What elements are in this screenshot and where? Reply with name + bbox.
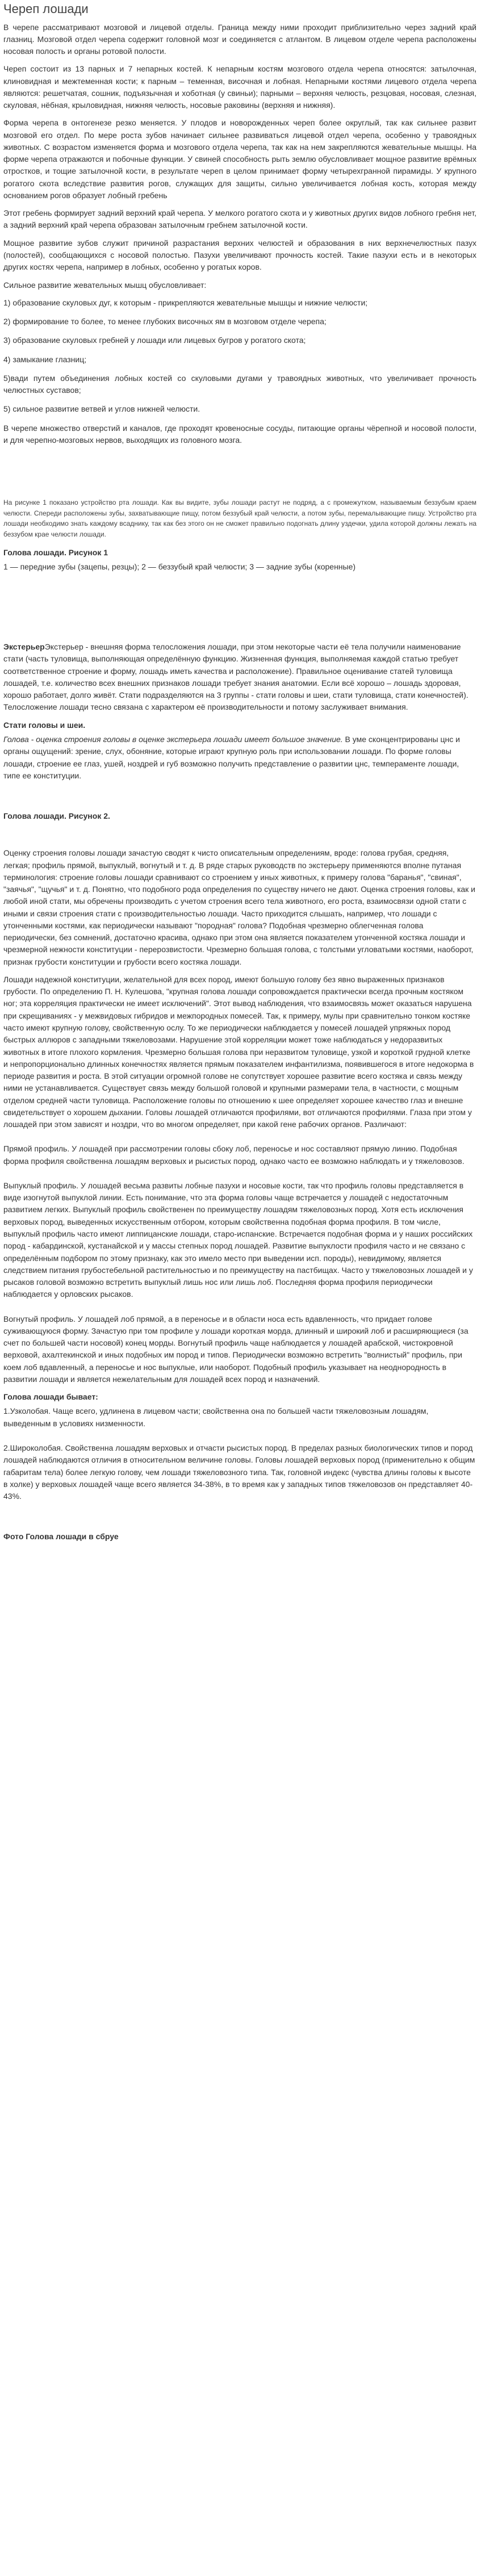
list-item: 2) формирование то более, то менее глубоких височных ям в мозговом отделе черепа;: [3, 317, 327, 326]
stati-heading: Стати головы и шеи.: [3, 720, 86, 730]
exterior-term: Экстерьер: [3, 642, 45, 652]
list-item: 5) сильное развитие ветвей и углов нижней челюсти.: [3, 404, 200, 414]
figure2-paragraph: Лошади надежной конституции, желательной для всех пород, имеют большую голову без явно выраженных признаков грубости. По определению П. Н. Кулешова, "крупная голова лошади сопровождается практически всегда прочным костяком ног; эта корреляция практически не имеет исключений". Этот вывод наблюдения, что взаимосвязь может оказаться нарушена при скрещиваниях - у межвидовых гибридов и межпородных помесей. Так, к примеру, мулы при сравнительно тонком костяке часто имеют крупную голову, свойственную ослу. То же периодически наблюдается у помесей лошадей упряжных пород быстрых аллюров с западными тяжеловозами. Нарушение этой корреляции может тоже наблюдаться у недоразвитых животных в итоге плохого кормления. Чрезмерно большая голова при неразвитом туловище, узкой и короткой грудной клетке и непропорционально длинных конечностях является прямым показателем инфантилизма, появившегося в итоге недокорма в периоде развития и роста. В этой ситуации огромной голове не сопутствует хорошее развитие всего костяка и связь между ними не устанавливается. Существует связь между большой головой и крупными размерами тела, в частности, с мощным отделом средней части туловища. Расположение головы по отношению к шее определяет хорошее качество глаз и внешне свидетельствует о хорошем дыхании. Головы лошадей отличаются профилями, вот отличаются профилями. Глаза при этом у лошадей при этом зависят и ноздри, что во многом определяет, при какой гене рабочих органов. Различают:: [3, 974, 474, 1129]
list-item: 4) замыкание глазниц;: [3, 354, 87, 364]
head-type-wide: 2.Широколобая. Свойственна лошадям верховых и отчасти рысистых пород. В пределах разных биологических типов и пород лошадей наблюдаются отличия в относительном величине головы. Головы лошадей верховых пород (применительно к общим габаритам тела) более легкую голову, чем лошади тяжеловозного типа. Так, головной индекс (чувства длины головы к высоте в холке) у верховых лошадей чаще всего является 34-38%, в то время как у западных типов тяжеловозов он представляет 40-43%.: [3, 1443, 475, 1501]
list-item: 1) образование скуловых дуг, к которым - прикрепляются жевательные мышцы и нижние челюсти;: [3, 298, 368, 307]
figure2-paragraph: Оценку строения головы лошади зачастую сводят к чисто описательным определениям, вроде: голова грубая, средняя, легкая; профиль прямой, выпуклый, вогнутый и т. д. В ряде старых руководств по экстерьеру применяются вполне путаная терминология: строение головы лошади сравнивают со строением у иных животных, к примеру голова "баранья", "свиная", "заячья", "щучья" и т. д. Понятно, что подобного рода определения по существу ничего не дают. Оценка строения головы, как и любой иной стати, мы обречены производить с учетом строения всего тела животного, его роста, взаимосвязи одной стати с иными и связи строения стати с производительностью лошади. Часто приходится слышать, например, что лошади с утонченными костями, как периодически называют "породная" голова? Подобная чрезмерно облегченная голова периодически, без сомнений, достаточно красива, однако при этом она является показателем утонченной костяка лошади и чрезмерной нежности конституции - перерозвистости. Чрезмерно большая голова, с толстыми угловатыми костями, наоборот, признак грубости конституции и грубости всего костяка лошади.: [3, 848, 476, 966]
head-italic: Голова - оценка строения головы в оценке экстерьера лошади имеет большое значение.: [3, 734, 343, 744]
intro-paragraph: Череп состоит из 13 парных и 7 непарных костей. К непарным костям мозгового отдела черепа относятся: затылочная, клиновидная и межтеменная кости; к парным – теменная, височная и лобная. Непарными костями лицевого отдела черепа являются: решетчатая, сошник, подъязычная и хоботная (у свиньи); парными – верхняя челюсть, резцовая, носовая, слезная, скуловая, нёбная, крыловидная, нижняя челюсть, носовые раковины (верхняя и нижняя).: [3, 64, 476, 110]
profile-convex: Выпуклый профиль. У лошадей весьма развиты лобные пазухи и носовые кости, так что профиль головы представляется в виде изогнутой выпуклой линии. Есть понимание, что эта форма головы чаще встречается у лошадей с недостаточным развитием легких. Выпуклый профиль свойственен по преимуществу лошадям тяжеловозных пород. Хотя есть исключения верховых пород, выведенных искусственным отбором, которым свойственна подобная форма профиля. В том числе, выпуклый профиль часто имеют липпицанские лошади, старо-испанские. Встречается подобная форма и у наших российских пород - кабардинской, кустанайской и у массы степных пород лошадей. Развитие выпуклости профиля часто и не связано с определённым подбором по этому признаку, как это имело место при выведении исп. породы), невидимому, является следствием питания грубостебельной растительностью и по преимуществу на пастбищах. Часто у тяжеловозных лошадей и у рысаков головой возможно встретить выпуклый лишь нос или лишь лоб. Последняя форма профиля периодически наблюдается у орловских рысаков.: [3, 1180, 473, 1299]
profile-concave: Вогнутый профиль. У лошадей лоб прямой, а в переносье и в области носа есть вдавленность, что придает голове суживающуюся форму. Зачастую при том профиле у лошади короткая морда, длинный и широкий лоб и расширяющиеся (за счет по большей части носовой) конец морды. Вогнутый профиль чаще наблюдается у лошадей арабской, чистокровной верховой, ахалтекинской и иных подобных им пород и типов. Периодически возможно встретить "волнистый" профиль, при коем лоб вдавленный, а переносье и нос выпуклые, или наоборот. Подобный профиль указывает на неоднородность в развитии лошади и является нежелательным для лошадей всех пород и назначений.: [3, 1314, 469, 1384]
profile-straight: Прямой профиль. У лошадей при рассмотрении головы сбоку лоб, переносье и нос составляют прямую линию. Подобная форма профиля свойственна лошадям верховых и рысистых пород, однако часто ее возможно наблюдать и у тяжеловозов.: [3, 1144, 465, 1166]
figure1-legend: 1 — передние зубы (зацепы, резцы); 2 — беззубый край челюсти; 3 — задние зубы (коренные): [3, 562, 356, 571]
exterior-paragraph: [3, 641, 476, 714]
intro-paragraph: В черепе множество отверстий и каналов, где проходят кровеносные сосуды, питающие органы чёрепной и носовой полости, и для черепно-мозговых нервов, выходящих из головного мозга.: [3, 423, 476, 445]
figure1-heading: Голова лошади. Рисунок 1: [3, 547, 108, 557]
photo-heading: Фото Голова лошади в сбруе: [3, 1532, 119, 1542]
intro-paragraph: Форма черепа в онтогенезе резко меняется. У плодов и новорожденных череп более округлый, так как сильнее развит мозговой его отдел. По мере роста зубов начинает сильнее развиваться лицевой отдел черепа, особенно у травоядных животных. С возрастом изменяется форма и мозгового отдела черепа, так как на нем закрепляются жевательные мышцы. На форме черепа отражаются и побочные функции. У свиней способность рыть землю обусловливает мощное развитие врёмных отростков, и тощие затылочной кости, в результате череп в целом принимает форму четырехгранной пирамиды. У крупного рогатого скота вследствие развития рогов, служащих для защиты, сильно увеличивается лобная кость, которая между основанием рогов образует лобный гребень: [3, 118, 476, 200]
head-text: В уме сконцентрированы цнс и органы ощущений: зрение, слух, обоняние, которые играют крупную роль при использовании лошади. По форме головы лошади, строение ее глаз, ушей, ноздрей и губ возможно получить представление о развитии цнс, темпераменте лошади, типе ее конституции.: [3, 734, 460, 780]
head-paragraph: [3, 734, 476, 782]
page-title: Череп лошади: [3, 2, 89, 16]
intro-paragraph: Мощное развитие зубов служит причиной разрастания верхних челюстей и образования в них верхнечелюстных пазух (полостей), сообщающихся с носовой полостью. Пазухи увеличивают прочность костей. Такие пазухи есть и в некоторых других костях черепа, например в лобных, особенно у рогатых коров.: [3, 238, 476, 272]
intro-paragraph: Сильное развитие жевательных мышц обусловливает:: [3, 280, 207, 290]
head-types-heading: Голова лошади бывает:: [3, 1392, 98, 1402]
figure-note: На рисунке 1 показано устройство рта лошади. Как вы видите, зубы лошади растут не подряд, а с промежутком, называемым беззубым краем челюсти. Спереди расположены зубы, захватывающие пищу, потом беззубый край челюсти, а потом зубы, перемалывающие пищу. Устройство рта лошади необходимо знать каждому всаднику, так как без этого он не сможет правильно подогнать длину уздечки, удила которой должны лежать на беззубом крае челюсти лошади.: [3, 499, 476, 538]
intro-paragraph: В черепе рассматривают мозговой и лицевой отделы. Граница между ними проходит приблизительно через задний край глазниц. Мозговой отдел черепа содержит головной мозг и соединяется с атлантом. В лицевом отделе черепа расположены носовая полость и органы ротовой полости.: [3, 22, 476, 56]
head-type-narrow: 1.Узколобая. Чаще всего, удлинена в лицевом части; свойственна она по большей части тяжеловозным лошадям, выведенным в условиях низменности.: [3, 1406, 429, 1428]
figure2-heading: Голова лошади. Рисунок 2.: [3, 811, 110, 821]
exterior-text: Экстерьер - внешняя форма телосложения лошади, при этом некоторые части её тела получили наименование стати (часть туловища, выполняющая определённую функцию. Жизненная функция, выполняемая каждой статью требует соответственное строение и форму, лошадь иметь качества и расположение). Правильное оценивание статей туловища лошадей, т.е. количество всех внешних признаков лошади требует знания анатомии. Если всё хорошо – лошадь здоровая, хорошо работает, долго живёт. Стати подразделяются на 3 группы - стати головы и шеи, стати туловища, стати конечностей). Телосложение лошади тесно связана с характером её производительности и потому заслуживает внимания.: [3, 642, 469, 712]
intro-paragraph: Этот гребень формирует задний верхний край черепа. У мелкого рогатого скота и у животных других видов лобного гребня нет, а задний верхний край черепа образован затылочным гребнем затылочной кости.: [3, 208, 476, 230]
list-item: 5)вади путем объединения лобных костей со скуловыми дугами у травоядных животных, что увеличивает прочность челюстных суставов;: [3, 373, 476, 395]
functions-list: [3, 297, 476, 416]
list-item: 3) образование скуловых гребней у лошади или лицевых бугров у рогатого скота;: [3, 336, 306, 345]
